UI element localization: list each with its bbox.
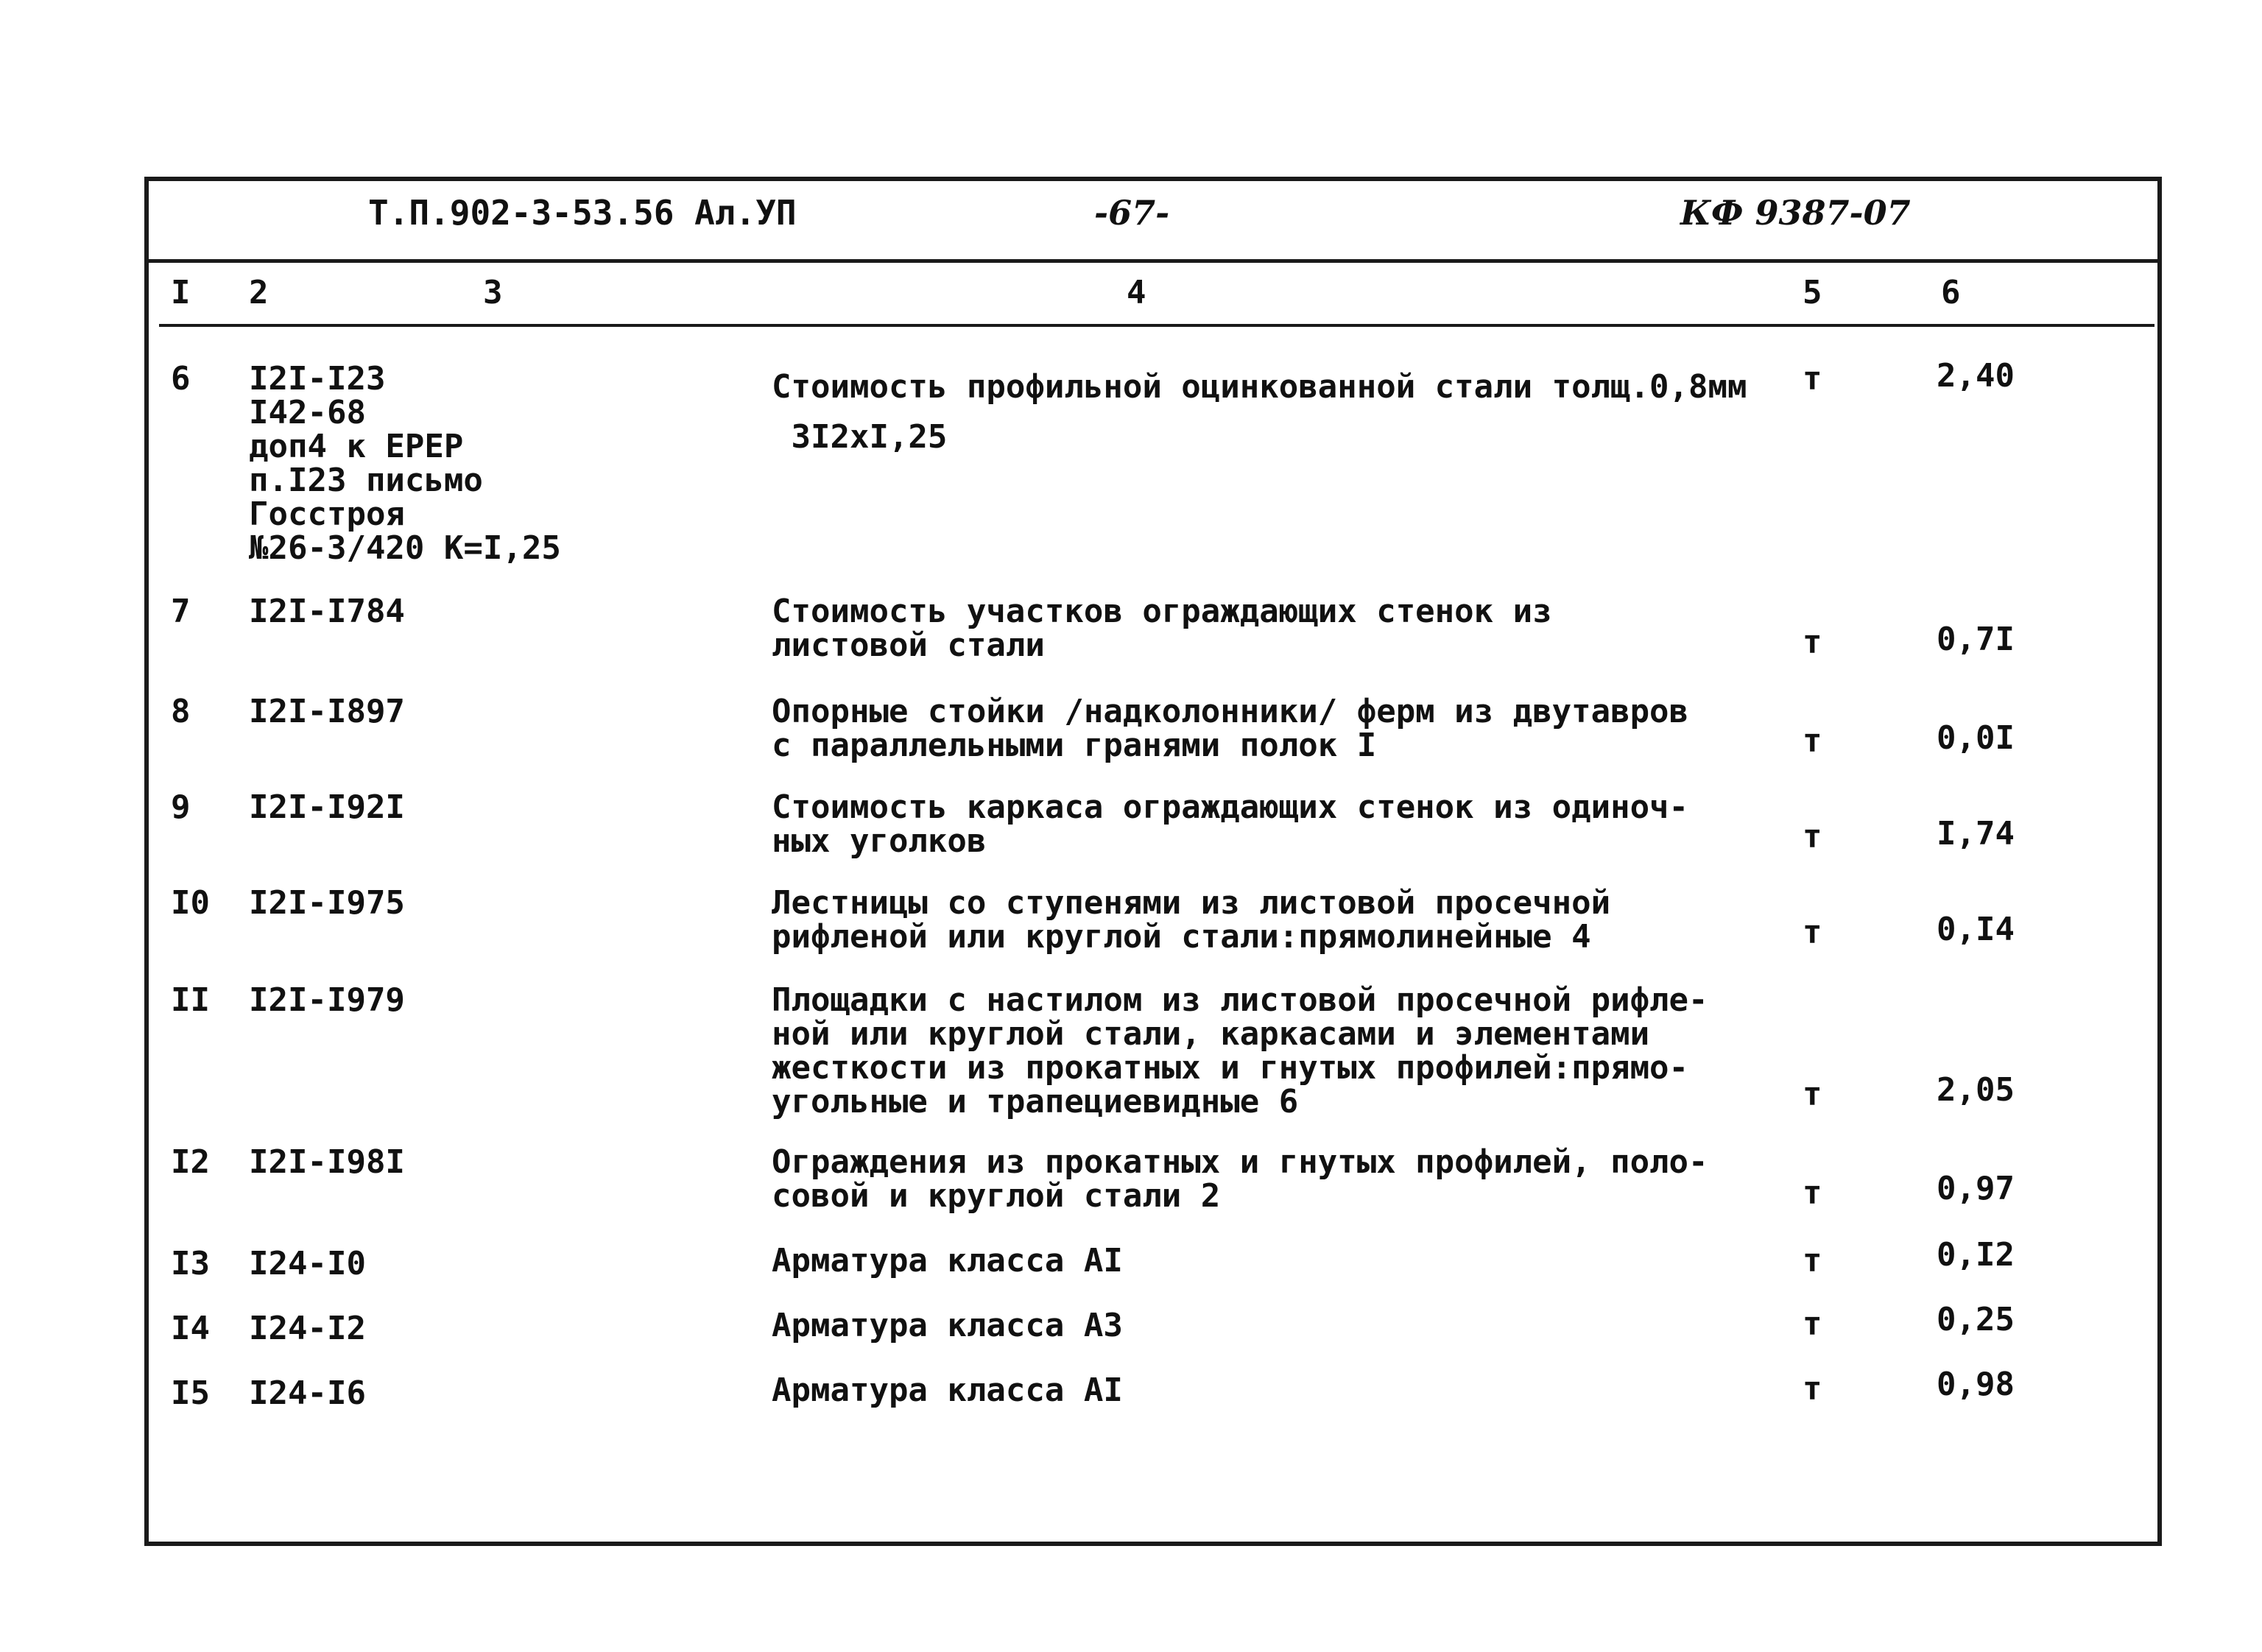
row-number: 8 (171, 693, 191, 730)
row-description: Стоимость участков ограждающих стенок из листовой стали (772, 593, 1552, 664)
row-quantity: 0,0I (1937, 719, 2015, 757)
row-number: I2 (171, 1143, 210, 1181)
row-description: Опорные стойки /надколонники/ ферм из двутавров с параллельными гранями полок I (772, 693, 1689, 764)
row-quantity: 0,I2 (1937, 1236, 2015, 1274)
page-number: -67- (1094, 193, 1170, 233)
row-unit: т (1803, 624, 1822, 661)
row-number: 6 (171, 360, 191, 398)
row-description: Ограждения из прокатных и гнутых профилей, поло- совой и круглой стали 2 (772, 1143, 1708, 1215)
row-quantity: 0,25 (1937, 1301, 2015, 1338)
column-number-5: 5 (1803, 274, 1822, 311)
row-code: I2I-I897 (249, 693, 405, 730)
row-code: I2I-I23 I42-68 доп4 к ЕРЕР п.I23 письмо Госстроя №26-3/420 К=I,25 (249, 360, 561, 567)
row-description: Арматура класса А3 (772, 1307, 1123, 1344)
document-code: КФ 9387-07 (1680, 193, 1911, 233)
row-description: Площадки с настилом из листовой просечной рифле- ной или круглой стали, каркасами и элементами жесткости из прокатных и гнутых профилей:прямо- угольные и трапециевидные 6 (772, 981, 1708, 1120)
row-quantity: 2,40 (1937, 357, 2015, 395)
column-number-3: 3 (483, 274, 503, 311)
row-unit: т (1803, 818, 1822, 855)
row-unit: т (1803, 1076, 1822, 1113)
row-number: I4 (171, 1310, 210, 1347)
row-unit: т (1803, 914, 1822, 951)
row-number: 7 (171, 593, 191, 630)
column-number-2: 2 (249, 274, 269, 311)
row-code: I24-I0 (249, 1245, 366, 1282)
row-number: I5 (171, 1374, 210, 1412)
row-unit: т (1803, 360, 1822, 398)
row-code: I24-I6 (249, 1374, 366, 1412)
row-unit: т (1803, 1242, 1822, 1279)
header-divider (144, 259, 2162, 263)
row-code: I2I-I98I (249, 1143, 405, 1181)
column-number-1: I (171, 274, 191, 311)
document-reference: Т.П.902-3-53.56 Ал.УП (368, 193, 797, 233)
row-code: I2I-I979 (249, 981, 405, 1019)
row-unit: т (1803, 1174, 1822, 1212)
column-number-4: 4 (1127, 274, 1146, 311)
row-code: I2I-I975 (249, 884, 405, 922)
row-unit: т (1803, 722, 1822, 760)
row-description: Стоимость профильной оцинкованной стали толщ.0,8мм 3I2xI,25 (772, 368, 1747, 456)
row-description: Арматура класса АI (772, 1372, 1123, 1409)
row-quantity: 0,I4 (1937, 911, 2015, 948)
row-code: I2I-I784 (249, 593, 405, 630)
row-code: I24-I2 (249, 1310, 366, 1347)
row-number: I3 (171, 1245, 210, 1282)
row-quantity: 2,05 (1937, 1071, 2015, 1109)
row-description: Стоимость каркаса ограждающих стенок из одиноч- ных уголков (772, 788, 1689, 860)
row-unit: т (1803, 1305, 1822, 1343)
row-quantity: I,74 (1937, 815, 2015, 853)
column-number-6: 6 (1941, 274, 1961, 311)
column-number-divider (159, 324, 2154, 327)
row-number: I0 (171, 884, 210, 922)
row-quantity: 0,97 (1937, 1170, 2015, 1207)
row-description: Лестницы со ступенями из листовой просечной рифленой или круглой стали:прямолинейные 4 (772, 884, 1611, 956)
row-number: 9 (171, 788, 191, 826)
row-unit: т (1803, 1370, 1822, 1408)
row-number: II (171, 981, 210, 1019)
row-quantity: 0,7I (1937, 621, 2015, 658)
row-code: I2I-I92I (249, 788, 405, 826)
row-quantity: 0,98 (1937, 1366, 2015, 1403)
row-description: Арматура класса АI (772, 1242, 1123, 1279)
